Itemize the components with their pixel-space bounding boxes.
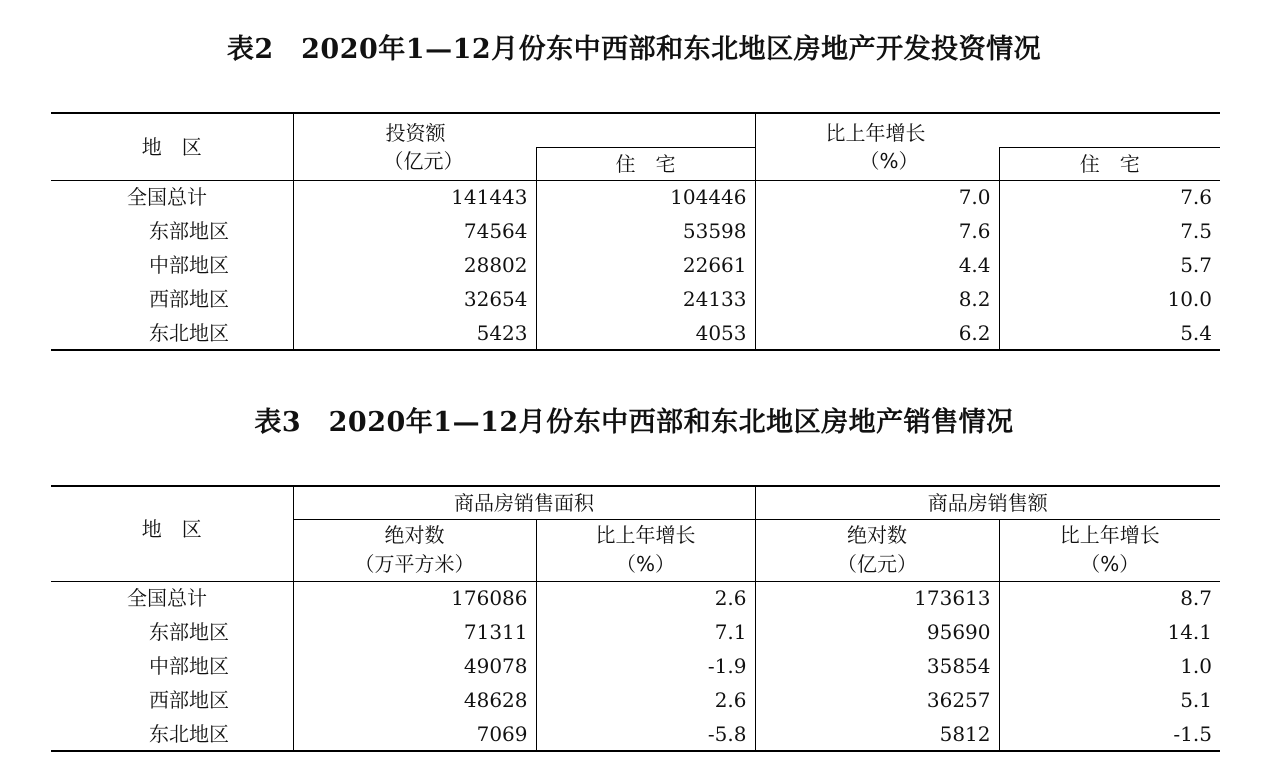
table-row <box>51 180 1220 214</box>
investment-table-body <box>51 180 1220 350</box>
header-sales-growth <box>999 519 1220 581</box>
header-sales-absolute <box>755 519 999 581</box>
cell-growth: 6.2 <box>755 316 999 350</box>
table3-title: 表3 2020年1—12月份东中西部和东北地区房地产销售情况 <box>254 407 1014 438</box>
row-region: 中部地区 <box>51 649 293 683</box>
header-sales-growth-label: 比上年增长 <box>1059 523 1160 547</box>
header-growth-unit: （%） <box>755 147 999 180</box>
header-area-growth-unit: （%） <box>615 552 675 576</box>
cell-sales-growth: 8.7 <box>1180 586 1212 611</box>
header-area-absolute <box>293 519 536 581</box>
table-row <box>51 649 1220 683</box>
cell-sales-growth: -1.5 <box>1173 721 1212 746</box>
cell-investment: 74564 <box>293 214 536 248</box>
header-area-unit: （万平方米） <box>354 552 475 576</box>
table-row <box>51 316 1220 350</box>
header-sales-unit: （亿元） <box>837 552 917 576</box>
row-region: 东北地区 <box>51 316 293 350</box>
header-growth-residential: 住 宅 <box>999 147 1220 180</box>
sales-table <box>51 485 1220 752</box>
cell-growth-residential: 7.6 <box>1180 185 1212 210</box>
cell-growth-residential: 10.0 <box>1167 287 1212 311</box>
cell-area-growth: 2.6 <box>536 581 755 615</box>
table2-title: 表2 2020年1—12月份东中西部和东北地区房地产开发投资情况 <box>226 34 1042 65</box>
cell-area: 48628 <box>293 683 536 717</box>
investment-table <box>51 112 1220 351</box>
header-investment: 投资额 <box>293 113 755 147</box>
row-region: 中部地区 <box>51 248 293 282</box>
cell-residential: 22661 <box>536 248 755 282</box>
cell-residential: 24133 <box>536 282 755 316</box>
cell-growth: 7.0 <box>755 180 999 214</box>
table-row <box>51 717 1220 751</box>
cell-sales: 36257 <box>755 683 999 717</box>
row-region: 东北地区 <box>51 717 293 751</box>
row-region: 全国总计 <box>51 581 293 615</box>
cell-sales-growth: 14.1 <box>1167 620 1212 644</box>
header-residential: 住 宅 <box>536 147 755 180</box>
header-region: 地 区 <box>51 113 293 180</box>
header-area-growth-label: 比上年增长 <box>595 523 696 547</box>
cell-investment: 5423 <box>293 316 536 350</box>
sales-table-body <box>51 581 1220 751</box>
header-area-group: 商品房销售面积 <box>293 486 755 519</box>
table-row <box>51 683 1220 717</box>
cell-area: 49078 <box>293 649 536 683</box>
header-sales-growth-unit: （%） <box>1080 552 1140 576</box>
row-region: 东部地区 <box>51 615 293 649</box>
cell-sales: 173613 <box>755 581 999 615</box>
header-area-growth <box>536 519 755 581</box>
cell-area-growth: -5.8 <box>536 717 755 751</box>
cell-growth: 7.6 <box>755 214 999 248</box>
cell-residential: 4053 <box>536 316 755 350</box>
table-row <box>51 615 1220 649</box>
cell-growth: 4.4 <box>755 248 999 282</box>
header-region: 地 区 <box>51 486 293 581</box>
cell-area: 7069 <box>293 717 536 751</box>
header-area-absolute-label: 绝对数 <box>384 523 445 547</box>
cell-area: 71311 <box>293 615 536 649</box>
cell-residential: 104446 <box>536 180 755 214</box>
cell-investment: 141443 <box>293 180 536 214</box>
cell-sales-growth: 1.0 <box>1180 654 1212 678</box>
cell-investment: 32654 <box>293 282 536 316</box>
cell-investment: 28802 <box>293 248 536 282</box>
header-investment-unit: （亿元） <box>293 147 536 180</box>
header-sales-group: 商品房销售额 <box>755 486 1220 519</box>
row-region: 西部地区 <box>51 282 293 316</box>
table-row <box>51 282 1220 316</box>
table-row <box>51 581 1220 615</box>
cell-residential: 53598 <box>536 214 755 248</box>
cell-area-growth: 2.6 <box>536 683 755 717</box>
table-row <box>51 248 1220 282</box>
row-region: 东部地区 <box>51 214 293 248</box>
cell-growth-residential: 7.5 <box>1180 219 1212 243</box>
row-region: 全国总计 <box>51 180 293 214</box>
cell-growth-residential: 5.4 <box>1180 320 1212 345</box>
row-region: 西部地区 <box>51 683 293 717</box>
cell-growth: 8.2 <box>755 282 999 316</box>
cell-sales-growth: 5.1 <box>1180 688 1212 712</box>
header-growth: 比上年增长 <box>825 120 926 145</box>
cell-area-growth: 7.1 <box>536 615 755 649</box>
table-row <box>51 214 1220 248</box>
cell-sales: 95690 <box>755 615 999 649</box>
cell-growth-residential: 5.7 <box>1180 253 1212 277</box>
cell-sales: 5812 <box>755 717 999 751</box>
cell-area: 176086 <box>293 581 536 615</box>
header-sales-absolute-label: 绝对数 <box>847 523 907 547</box>
cell-sales: 35854 <box>755 649 999 683</box>
cell-area-growth: -1.9 <box>536 649 755 683</box>
